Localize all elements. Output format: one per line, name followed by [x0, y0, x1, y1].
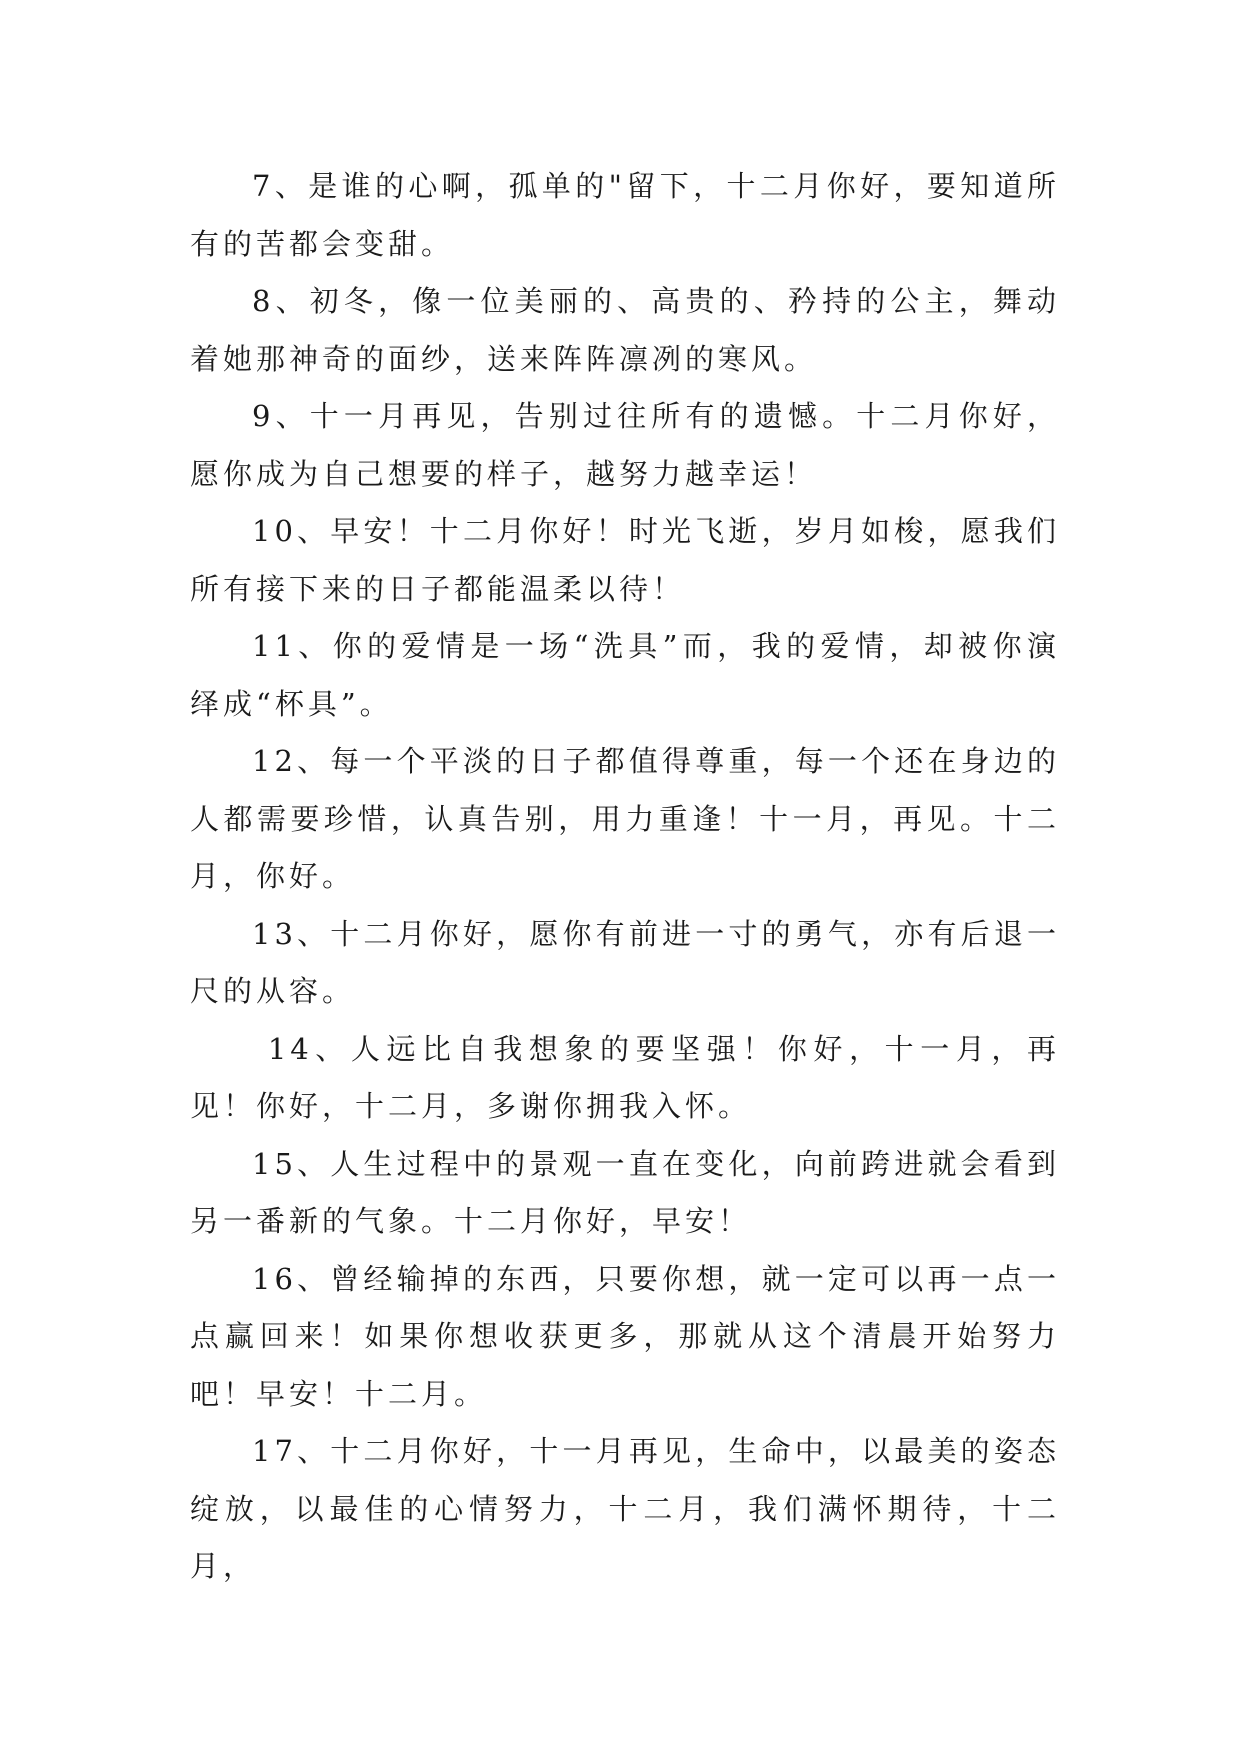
- paragraph-10: 10、早安！十二月你好！时光飞逝，岁月如梭，愿我们所有接下来的日子都能温柔以待！: [190, 514, 1060, 606]
- paragraph-14: 14、人远比自我想象的要坚强！你好，十一月，再见！你好，十二月，多谢你拥我入怀。: [190, 1031, 1061, 1123]
- paragraph-16: 16、曾经输掉的东西，只要你想，就一定可以再一点一点赢回来！如果你想收获更多，那就从这个清晨开始努力吧！早安！十二月。: [190, 1261, 1060, 1411]
- paragraph-11: 11、你的爱情是一场“洗具”而，我的爱情，却被你演绎成“杯具”。: [190, 629, 1060, 721]
- paragraph-8: 8、初冬，像一位美丽的、高贵的、矜持的公主，舞动着她那神奇的面纱，送来阵阵凛冽的寒风。: [190, 284, 1060, 376]
- document-body: [190, 158, 1060, 1596]
- paragraph-15: 15、人生过程中的景观一直在变化，向前跨进就会看到另一番新的气象。十二月你好，早安！: [190, 1146, 1060, 1238]
- paragraph-12: 12、每一个平淡的日子都值得尊重，每一个还在身边的人都需要珍惜，认真告别，用力重逢！十一月，再见。十二月，你好。: [190, 744, 1060, 893]
- paragraph-17: 17、十二月你好，十一月再见，生命中，以最美的姿态绽放，以最佳的心情努力，十二月，我们满怀期待，十二月，: [190, 1434, 1060, 1583]
- paragraph-7: 7、是谁的心啊，孤单的"留下，十二月你好，要知道所有的苦都会变甜。: [190, 169, 1060, 261]
- paragraph-9: 9、十一月再见，告别过往所有的遗憾。十二月你好，愿你成为自己想要的样子，越努力越幸运！: [190, 399, 1060, 491]
- paragraph-13: 13、十二月你好，愿你有前进一寸的勇气，亦有后退一尺的从容。: [190, 916, 1060, 1008]
